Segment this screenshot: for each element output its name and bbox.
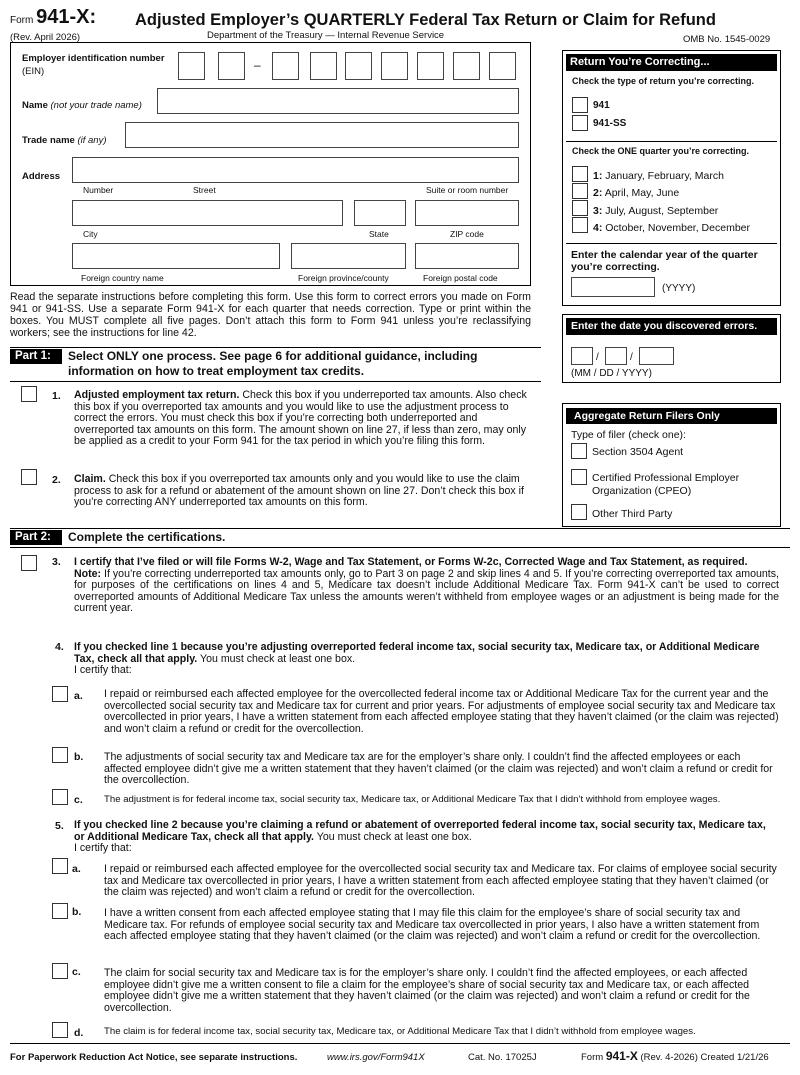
- line4c-letter: c.: [74, 794, 83, 806]
- quarter-2-text: April, May, June: [604, 187, 680, 199]
- trade-name-label: Trade name: [22, 135, 75, 146]
- quarter-3-checkbox[interactable]: [572, 200, 588, 216]
- name-label-wrap: [22, 100, 142, 111]
- part1-bottom-rule: [10, 381, 541, 382]
- line5-text: [74, 820, 779, 855]
- foreign-postal-input[interactable]: [415, 243, 519, 269]
- date-discovered-title: Enter the date you discovered errors.: [566, 318, 777, 335]
- part1-tag: Part 1:: [10, 349, 62, 364]
- quarter-4-checkbox[interactable]: [572, 217, 588, 233]
- ein-dash: –: [254, 58, 261, 72]
- quarter-4-text: October, November, December: [605, 222, 750, 234]
- state-label: State: [369, 229, 389, 239]
- revision: (Rev. April 2026): [10, 32, 81, 43]
- omb-number: OMB No. 1545-0029: [683, 34, 771, 45]
- street-address-input[interactable]: [72, 157, 519, 183]
- name-note: (not your trade name): [50, 100, 142, 111]
- return-correcting-title: Return You’re Correcting...: [566, 54, 777, 71]
- paperwork-notice: For Paperwork Reduction Act Notice, see separate instructions.: [10, 1052, 298, 1063]
- ein-digit-6[interactable]: [381, 52, 408, 80]
- line5c-checkbox[interactable]: [52, 963, 68, 979]
- ein-sub-label: (EIN): [22, 66, 45, 77]
- quarter-1-text: January, February, March: [605, 170, 724, 182]
- footer-created: Created 1/21/26: [700, 1052, 769, 1063]
- discovered-day-input[interactable]: [605, 347, 627, 365]
- quarter-prompt: Check the ONE quarter you’re correcting.: [572, 146, 750, 156]
- line4-certify: I certify that:: [74, 664, 132, 676]
- quarter-2-label: [593, 187, 679, 199]
- type-941-checkbox[interactable]: [572, 97, 588, 113]
- footer-form-number: 941-X: [605, 1049, 638, 1063]
- line4-text: [74, 642, 779, 677]
- ein-label: Employer identification number: [22, 53, 165, 64]
- other-third-party-label: Other Third Party: [592, 508, 673, 520]
- line5d-text: The claim is for federal income tax, social security tax, Medicare tax, or Additional Medicare Tax that I didn’t withhold from employee wages.: [104, 1026, 696, 1037]
- ein-digit-4[interactable]: [310, 52, 337, 80]
- cpeo-label: Certified Professional Employer Organization (CPEO): [592, 472, 740, 497]
- line5a-text: I repaid or reimbursed each affected employee for the overcollected social security tax and Medicare tax. For claims of employee social security tax and Medicare tax overcollected in prior years, I have a written statement from each affected employee stating that they haven’t claimed (or the claim was rejected) and won’t claim a refund or credit for the overcollection.: [104, 863, 777, 898]
- panel-divider: [566, 141, 777, 142]
- suite-label: Suite or room number: [426, 185, 509, 195]
- form-title: Adjusted Employer’s QUARTERLY Federal Tax Return or Claim for Refund: [135, 11, 716, 29]
- part1-top-rule: [10, 347, 541, 348]
- line2-number: 2.: [52, 474, 61, 486]
- part1-heading: Select ONLY one process. See page 6 for additional guidance, including information on how to treat employment tax credits.: [68, 349, 478, 378]
- line4-body: You must check at least one box.: [197, 652, 356, 665]
- line2-body: Check this box if you overreported tax amounts only and you would like to use the claim process to ask for a refund or abatement of the amount shown on line 27. Don’t check this box if you’re correcting ANY underreported tax amounts on this form.: [74, 473, 524, 508]
- line5-certify: I certify that:: [74, 842, 132, 854]
- line3-note-label: Note:: [74, 567, 102, 580]
- trade-name-input[interactable]: [125, 122, 519, 148]
- quarter-3-text: July, August, September: [605, 205, 719, 217]
- form-word: Form: [10, 15, 34, 26]
- instructions-text: Read the separate instructions before completing this form. Use this form to correct errors you made on Form 941 or 941-SS. Use a separate Form 941-X for each quarter that needs correction. Type or print within the boxes. You MUST complete all five pages. Don’t attach this form to Form 941 unless you’re reclassifying workers; see the instructions for line 42.: [10, 291, 531, 339]
- line1-number: 1.: [52, 390, 61, 402]
- quarter-3-num: 3:: [593, 205, 603, 217]
- line4b-text: The adjustments of social security tax and Medicare tax are for the employer’s share only. I couldn’t find the affected employees or each affected employee didn’t give me a written statement that they haven’t claimed (or the claim was rejected) and won’t claim a refund or credit for the overcollection.: [104, 751, 773, 786]
- state-input[interactable]: [354, 200, 406, 226]
- foreign-postal-label: Foreign postal code: [423, 273, 498, 283]
- line4b-checkbox[interactable]: [52, 747, 68, 763]
- line2-checkbox[interactable]: [21, 469, 37, 485]
- part2-tag: Part 2:: [10, 530, 62, 545]
- name-label: Name: [22, 100, 48, 111]
- foreign-country-label: Foreign country name: [81, 273, 164, 283]
- line5c-text: The claim for social security tax and Medicare tax is for the employer’s share only. I couldn’t find the affected employees, or each affected employee didn’t give me a written consent to file a claim for the employee’s share of social security tax and Medicare tax, or each affected employee didn’t give me a written statement that they haven’t claimed (or the claim was rejected) and won’t claim a refund or credit for the overcollection.: [104, 967, 750, 1014]
- foreign-province-input[interactable]: [291, 243, 406, 269]
- aggregate-title: Aggregate Return Filers Only: [566, 408, 777, 424]
- line5d-letter: d.: [74, 1027, 84, 1039]
- ein-digit-5[interactable]: [345, 52, 372, 80]
- year-prompt: Enter the calendar year of the quarter you’re correcting.: [571, 249, 758, 273]
- footer-form-word: Form: [581, 1052, 604, 1063]
- quarter-3-label: [593, 205, 718, 217]
- line4b-letter: b.: [74, 751, 84, 763]
- quarter-1-num: 1:: [593, 170, 603, 182]
- line5-title: If you checked line 2 because you’re claiming a refund or abatement of overreported federal income tax, social security tax, Medicare tax, or Additional Medicare Tax, check all that apply.: [74, 819, 766, 843]
- type-941ss-checkbox[interactable]: [572, 115, 588, 131]
- catalog-number: Cat. No. 17025J: [468, 1052, 537, 1063]
- discovered-year-input[interactable]: [639, 347, 674, 365]
- section-3504-checkbox[interactable]: [571, 443, 587, 459]
- line5d-checkbox[interactable]: [52, 1022, 68, 1038]
- line1-body: Check this box if you underreported tax amounts. Also check this box if you overreported tax amounts and you would like to use the adjustment process to correct the errors. You must check this box if you’re correcting both underreported and overreported tax amounts on this form. The amount shown on line 27, if less than zero, may only be applied as a credit to your Form 941 for the tax period in which you’re filing this form.: [74, 389, 527, 447]
- ein-digit-3[interactable]: [272, 52, 299, 80]
- ein-digit-9[interactable]: [489, 52, 516, 80]
- line5-body: You must check at least one box.: [314, 830, 472, 843]
- foreign-country-input[interactable]: [72, 243, 280, 269]
- quarter-4-num: 4:: [593, 222, 603, 234]
- line4a-checkbox[interactable]: [52, 686, 68, 702]
- cpeo-checkbox[interactable]: [571, 469, 587, 485]
- line1-title: Adjusted employment tax return.: [74, 389, 240, 401]
- name-input[interactable]: [157, 88, 519, 114]
- department: Department of the Treasury — Internal Revenue Service: [207, 30, 445, 41]
- quarter-1-checkbox[interactable]: [572, 166, 588, 182]
- irs-url[interactable]: www.irs.gov/Form941X: [327, 1052, 425, 1063]
- zip-input[interactable]: [415, 200, 519, 226]
- line2-text: [74, 474, 529, 509]
- discovered-month-input[interactable]: [571, 347, 593, 365]
- line4a-text: I repaid or reimbursed each affected employee for the overcollected federal income tax or Additional Medicare Tax for the current year and the overcollected social security tax and Medicare tax for current and prior years. For adjustments of employee social security tax and Medicare tax overcollected in prior years, I have a written statement from each affected employee stating that they haven’t claimed (or the claim was rejected) and won’t claim a refund or credit for the overcollection.: [104, 688, 779, 735]
- other-third-party-checkbox[interactable]: [571, 504, 587, 520]
- zip-label: ZIP code: [450, 229, 484, 239]
- part2-top-rule: [10, 528, 790, 529]
- type-prompt: Check the type of return you’re correcting.: [572, 76, 755, 86]
- ein-digit-7[interactable]: [417, 52, 444, 80]
- number-label: Number: [83, 185, 114, 195]
- footer-form-id: [581, 1049, 769, 1063]
- city-input[interactable]: [72, 200, 343, 226]
- line3-number: 3.: [52, 556, 61, 568]
- line3-title: I certify that I’ve filed or will file Forms W-2, Wage and Tax Statement, or Forms W-2c, Corrected Wage and Tax Statement, as required.: [74, 556, 748, 568]
- slash-1: /: [596, 352, 599, 363]
- quarter-2-num: 2:: [593, 187, 603, 199]
- line3-checkbox[interactable]: [21, 555, 37, 571]
- line2-title: Claim.: [74, 473, 106, 485]
- trade-label-wrap: [22, 135, 107, 146]
- line5b-text: I have a written consent from each affected employee stating that I may file this claim for the employee’s share of social security tax and Medicare tax. For refunds of employee social security tax and Medicare tax overcollected in prior years, I also have a written statement from each affected employee stating that they haven’t claimed (or the claim was rejected) and won’t claim a refund or credit for the overcollection.: [104, 907, 761, 942]
- panel-divider-2: [566, 243, 777, 244]
- line4a-letter: a.: [74, 690, 83, 702]
- line1-checkbox[interactable]: [21, 386, 37, 402]
- date-format: (MM / DD / YYYY): [571, 368, 652, 379]
- slash-2: /: [630, 352, 633, 363]
- year-input[interactable]: [571, 277, 655, 297]
- filer-type-prompt: Type of filer (check one):: [571, 429, 686, 441]
- type-941-label: 941: [593, 100, 610, 111]
- form-label: [10, 6, 96, 29]
- year-format: (YYYY): [662, 283, 696, 294]
- line5a-checkbox[interactable]: [52, 858, 68, 874]
- line4-number: 4.: [55, 641, 64, 653]
- part2-heading: Complete the certifications.: [68, 530, 226, 544]
- street-label: Street: [193, 185, 216, 195]
- line3-note: If you’re correcting underreported tax amounts only, go to Part 3 on page 2 and skip lines 4 and 5. If you’re correcting overreported tax amounts, for purposes of the certifications on lines 4 and 5, Medicare tax doesn’t include Additional Medicare Tax. Form 941-X can’t be used to correct overreported amounts of Additional Medicare Tax unless the amounts weren’t withheld from employee wages or an adjustment is being made for the current year.: [74, 567, 779, 614]
- ein-digit-2[interactable]: [218, 52, 245, 80]
- form-number: 941-X:: [36, 6, 97, 28]
- line5a-letter: a.: [72, 863, 81, 875]
- address-label: Address: [22, 171, 61, 182]
- line3-text: [74, 557, 779, 615]
- quarter-2-checkbox[interactable]: [572, 183, 588, 199]
- trade-name-note: (if any): [77, 135, 107, 146]
- quarter-1-label: [593, 170, 724, 182]
- line4c-text: The adjustment is for federal income tax, social security tax, Medicare tax, or Additional Medicare Tax that I didn’t withhold from employee wages.: [104, 794, 721, 805]
- footer-rule: [10, 1043, 790, 1044]
- line5c-letter: c.: [72, 966, 81, 978]
- section-3504-label: Section 3504 Agent: [592, 446, 684, 458]
- line5b-letter: b.: [72, 906, 82, 918]
- quarter-4-label: [593, 222, 750, 234]
- line5-number: 5.: [55, 820, 64, 832]
- line4c-checkbox[interactable]: [52, 789, 68, 805]
- part2-bottom-rule: [10, 547, 790, 548]
- ein-digit-1[interactable]: [178, 52, 205, 80]
- line1-text: [74, 390, 529, 448]
- footer-revision: (Rev. 4-2026): [640, 1052, 698, 1063]
- foreign-province-label: Foreign province/county: [298, 273, 389, 283]
- type-941ss-label: 941-SS: [593, 118, 627, 129]
- city-label: City: [83, 229, 98, 239]
- line4-title: If you checked line 1 because you’re adjusting overreported federal income tax, social security tax, Medicare tax, or Additional Medicare Tax, check all that apply.: [74, 641, 760, 665]
- ein-digit-8[interactable]: [453, 52, 480, 80]
- line5b-checkbox[interactable]: [52, 903, 68, 919]
